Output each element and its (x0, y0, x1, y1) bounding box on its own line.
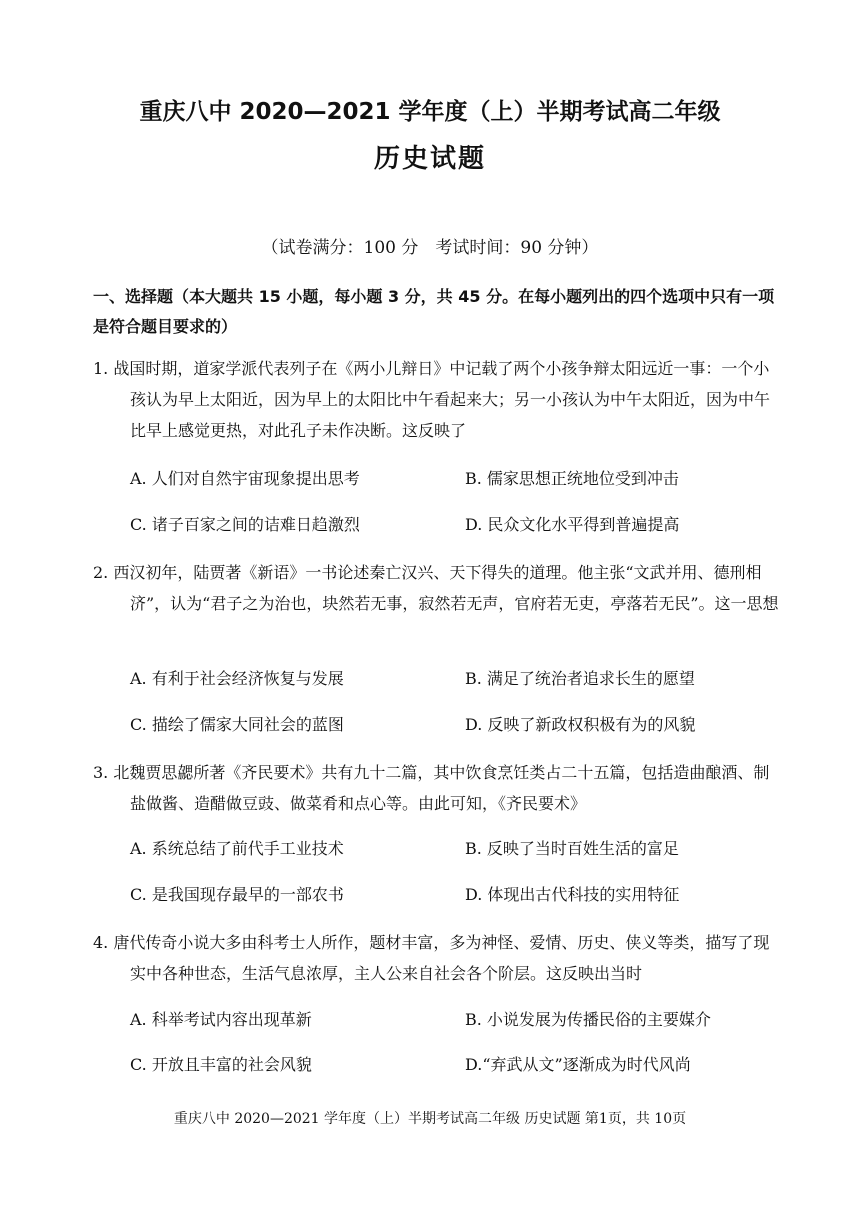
section-heading: 一、选择题（本大题共 15 小题，每小题 3 分，共 45 分。在每小题列出的四个选项中只有一项是符合题目要求的） (93, 287, 775, 336)
q1-option-a: A. 人们对自然宇宙现象提出思考 (130, 469, 360, 488)
exam-meta: （试卷满分：100 分 考试时间：90 分钟） (261, 238, 599, 258)
q3-option-b: B. 反映了当时百姓生活的富足 (465, 839, 679, 858)
question-2-stem: 2. 西汉初年，陆贾著《新语》一书论述秦亡汉兴、天下得失的道理。他主张“文武并用、德刑相济”，认为“君子之为治也，块然若无事，寂然若无声，官府若无吏，亭落若无民”。这一思想 (93, 563, 779, 613)
q3-option-c: C. 是我国现存最早的一部农书 (130, 885, 344, 904)
q2-option-d: D. 反映了新政权积极有为的风貌 (465, 715, 696, 734)
question-3 (93, 757, 783, 819)
exam-subject-title: 历史试题 (373, 144, 486, 174)
q3-option-a: A. 系统总结了前代手工业技术 (130, 839, 344, 858)
q4-option-d: D.“弃武从文”逐渐成为时代风尚 (465, 1055, 691, 1074)
q4-option-c: C. 开放且丰富的社会风貌 (130, 1055, 312, 1074)
question-4-stem: 4. 唐代传奇小说大多由科考士人所作，题材丰富，多为神怪、爱情、历史、侠义等类，描写了现实中各种世态，生活气息浓厚，主人公来自社会各个阶层。这反映出当时 (93, 933, 770, 983)
q1-option-d: D. 民众文化水平得到普遍提高 (465, 515, 680, 534)
page-footer: 重庆八中 2020—2021 学年度（上）半期考试高二年级 历史试题 第1页，共 10页 (173, 1111, 687, 1127)
q2-option-b: B. 满足了统治者追求长生的愿望 (465, 669, 695, 688)
q4-option-b: B. 小说发展为传播民俗的主要媒介 (465, 1010, 711, 1029)
exam-title: 重庆八中 2020—2021 学年度（上）半期考试高二年级 (139, 99, 721, 125)
question-2 (93, 557, 783, 619)
question-1 (93, 353, 783, 446)
question-1-stem: 1. 战国时期，道家学派代表列子在《两小儿辩日》中记载了两个小孩争辩太阳远近一事：一个小孩认为早上太阳近，因为早上的太阳比中午看起来大；另一小孩认为中午太阳近，因为中午比早上感觉更热，对此孔子未作决断。这反映了 (93, 359, 771, 440)
q2-option-c: C. 描绘了儒家大同社会的蓝图 (130, 715, 344, 734)
q2-option-a: A. 有利于社会经济恢复与发展 (130, 669, 344, 688)
q3-option-d: D. 体现出古代科技的实用特征 (465, 885, 680, 904)
q4-option-a: A. 科举考试内容出现革新 (130, 1010, 312, 1029)
question-3-stem: 3. 北魏贾思勰所著《齐民要术》共有九十二篇，其中饮食烹饪类占二十五篇，包括造曲酿酒、制盐做酱、造醋做豆豉、做菜肴和点心等。由此可知，《齐民要术》 (93, 763, 770, 813)
question-4 (93, 927, 783, 989)
q1-option-c: C. 诸子百家之间的诘难日趋激烈 (130, 515, 360, 534)
q1-option-b: B. 儒家思想正统地位受到冲击 (465, 469, 679, 488)
